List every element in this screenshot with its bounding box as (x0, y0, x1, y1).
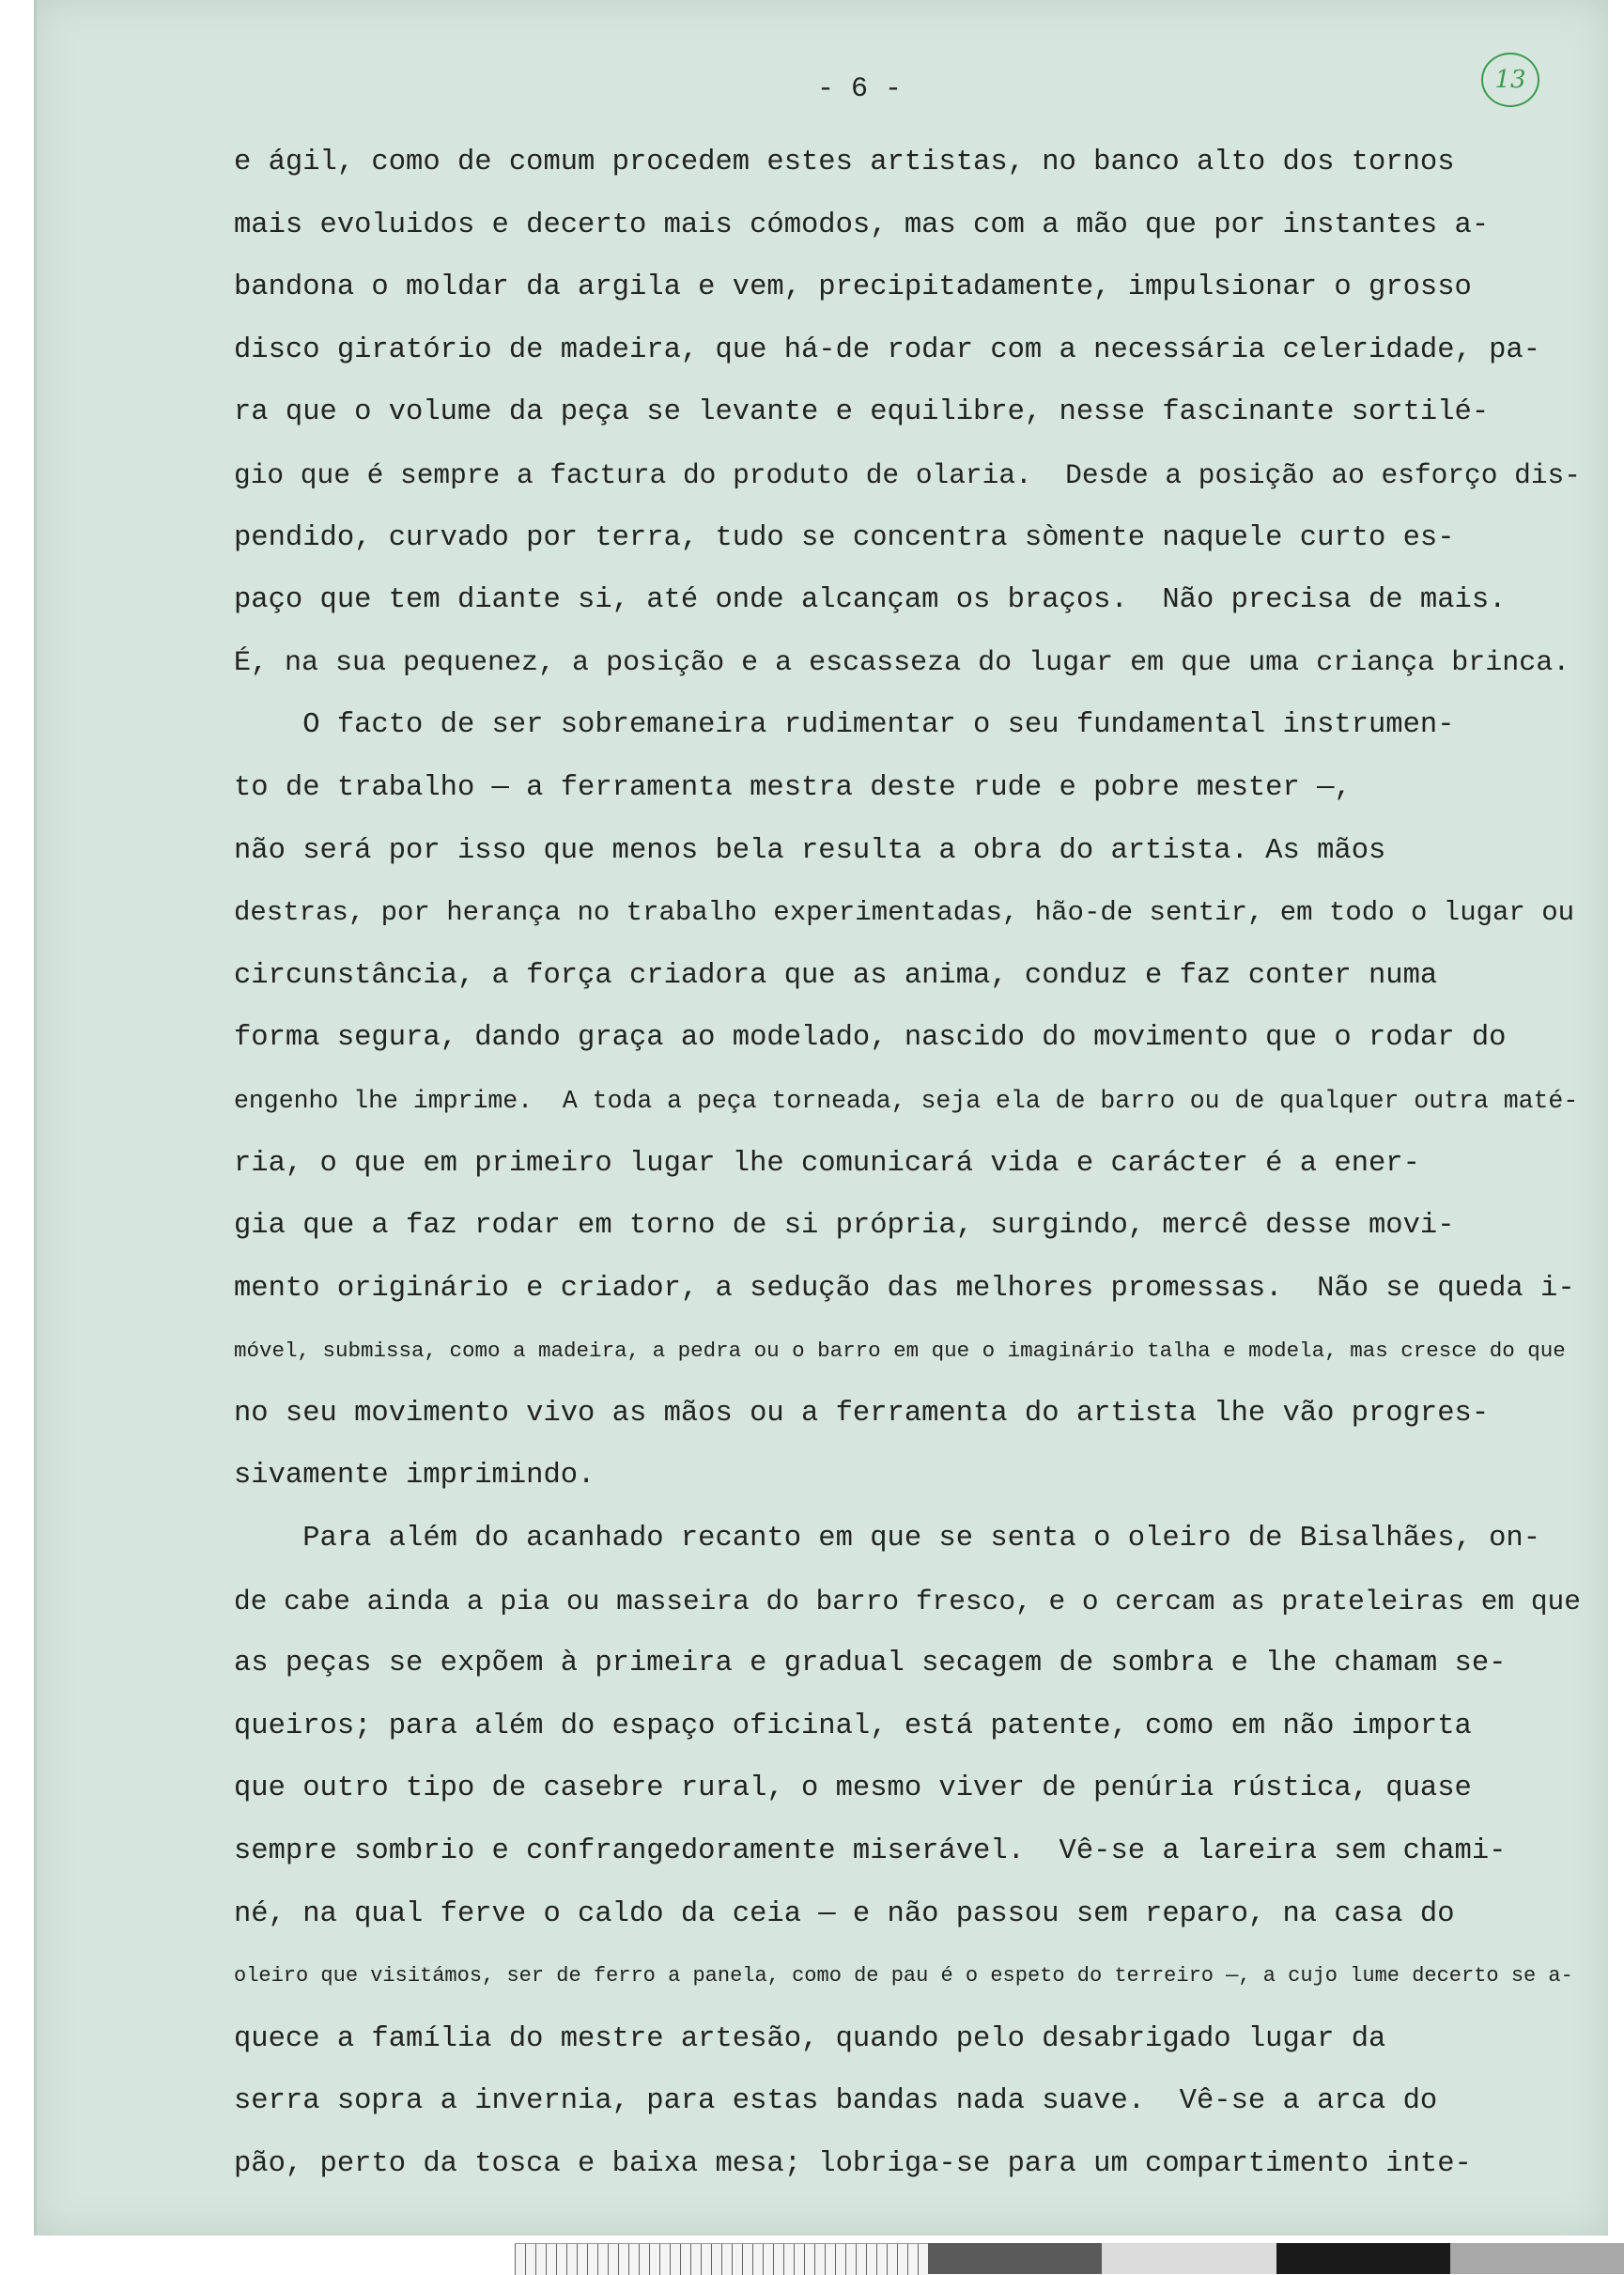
page-number: - 6 - (817, 73, 903, 105)
text-line: de cabe ainda a pia ou masseira do barro fresco, e o cercam as prateleiras em que (234, 1585, 1581, 1617)
gray-patch (928, 2243, 1102, 2274)
text-line: oleiro que visitámos, ser de ferro a panela, como de pau é o espeto do terreiro —, a cujo lume decerto se a- (234, 1964, 1573, 1989)
text-line: gia que a faz rodar em torno de si própria, surgindo, mercê desse movi- (234, 1210, 1455, 1243)
text-line: serra sopra a invernia, para estas bandas nada suave. Vê-se a arca do (234, 2085, 1438, 2118)
text-line: móvel, submissa, como a madeira, a pedra ou o barro em que o imaginário talha e modela, mas cresce do que (234, 1339, 1566, 1364)
text-line: no seu movimento vivo as mãos ou a ferramenta do artista lhe vão progres- (234, 1397, 1490, 1430)
text-line: que outro tipo de casebre rural, o mesmo viver de penúria rústica, quase (234, 1772, 1472, 1805)
text-line: sempre sombrio e confrangedoramente miserável. Vê-se a lareira sem chami- (234, 1835, 1507, 1868)
text-line: sivamente imprimindo. (234, 1460, 595, 1493)
color-scale-bar (515, 2243, 1624, 2274)
text-line: não será por isso que menos bela resulta a obra do artista. As mãos (234, 834, 1386, 867)
text-line: destras, por herança no trabalho experimentadas, hão-de sentir, em todo o lugar ou (234, 897, 1575, 929)
light-patch (1102, 2243, 1276, 2274)
text-line: e ágil, como de comum procedem estes artistas, no banco alto dos tornos (234, 147, 1455, 178)
text-line: mais evoluidos e decerto mais cómodos, mas com a mão que por instantes a- (234, 209, 1490, 241)
text-line: ria, o que em primeiro lugar lhe comunicará vida e carácter é a ener- (234, 1147, 1420, 1180)
text-line: né, na qual ferve o caldo da ceia — e não passou sem reparo, na casa do (234, 1897, 1455, 1930)
text-line: ra que o volume da peça se levante e equilibre, nesse fascinante sortilé- (234, 396, 1490, 429)
text-line: quece a família do mestre artesão, quando pelo desabrigado lugar da (234, 2022, 1386, 2055)
text-line: mento originário e criador, a sedução das melhores promessas. Não se queda i- (234, 1272, 1575, 1305)
text-line: O facto de ser sobremaneira rudimentar o seu fundamental instrumen- (234, 709, 1455, 742)
text-line: Para além do acanhado recanto em que se senta o oleiro de Bisalhães, on- (234, 1523, 1541, 1555)
text-line: pão, perto da tosca e baixa mesa; lobriga-se para um compartimento inte- (234, 2148, 1472, 2180)
scale-ruler (515, 2243, 928, 2275)
folio-number: 13 (1481, 53, 1539, 107)
typed-text-body (234, 132, 1586, 2196)
text-line: circunstância, a força criadora que as anima, conduz e faz conter numa (234, 959, 1438, 992)
text-line: gio que é sempre a factura do produto de olaria. Desde a posição ao esforço dis- (234, 458, 1581, 491)
mid-gray-patch (1450, 2243, 1624, 2274)
text-line: to de trabalho — a ferramenta mestra deste rude e pobre mester —, (234, 771, 1352, 804)
sheet-edge (34, 0, 37, 2236)
text-line: forma segura, dando graça ao modelado, nascido do movimento que o rodar do (234, 1022, 1507, 1055)
text-line: disco giratório de madeira, que há-de rodar com a necessária celeridade, pa- (234, 333, 1541, 366)
text-line: É, na sua pequenez, a posição e a escasseza do lugar em que uma criança brinca. (234, 646, 1570, 679)
black-patch (1276, 2243, 1450, 2274)
text-line: engenho lhe imprime. A toda a peça torneada, seja ela de barro ou de qualquer outra maté- (234, 1086, 1579, 1115)
text-line: bandona o moldar da argila e vem, precipitadamente, impulsionar o grosso (234, 271, 1472, 304)
text-line: as peças se expõem à primeira e gradual secagem de sombra e lhe chamam se- (234, 1648, 1507, 1680)
text-line: paço que tem diante si, até onde alcançam os braços. Não precisa de mais. (234, 584, 1507, 617)
text-line: pendido, curvado por terra, tudo se concentra sòmente naquele curto es- (234, 521, 1455, 554)
text-line: queiros; para além do espaço oficinal, está patente, como em não importa (234, 1710, 1472, 1742)
